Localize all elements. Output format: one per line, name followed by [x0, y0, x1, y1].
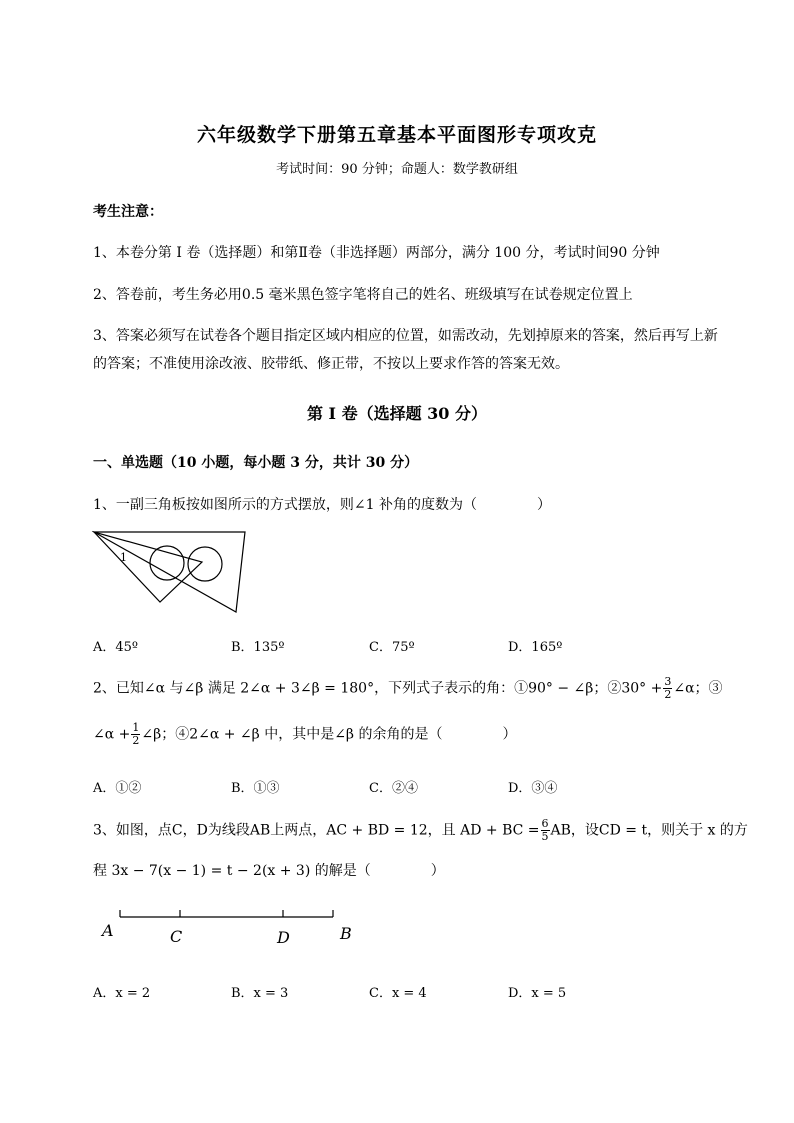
q1-option-d: D．165º — [508, 640, 563, 655]
fraction-6-5 — [541, 818, 550, 843]
point-a-label: A — [102, 921, 114, 940]
q1-option-a: A．45º — [93, 640, 139, 655]
notice-heading: 考生注意： — [93, 204, 163, 220]
triangle-ruler-1 — [94, 532, 202, 602]
fraction-numerator: 1 — [132, 721, 140, 734]
notice-item-1: 1、本卷分第 I 卷（选择题）和第Ⅱ卷（非选择题）两部分，满分 100 分，考试时间90 分钟 — [93, 245, 660, 261]
question-2-line2 — [93, 722, 516, 747]
fraction-1-2 — [131, 722, 140, 747]
question-3-text-a: 3、如图，点C，D为线段AB上两点，AC + BD = 12，且 AD + BC = — [93, 822, 540, 839]
ruler-hole-2 — [188, 547, 222, 581]
fraction-denominator: 2 — [132, 734, 140, 747]
question-3-line2 — [93, 860, 445, 880]
q3-option-d: D．x = 5 — [508, 986, 567, 1001]
q2-option-b: B．①③ — [231, 781, 280, 796]
question-2-text-b: ∠α；③ — [673, 680, 723, 697]
angle-1-label: 1 — [120, 551, 127, 564]
q1-option-b: B．135º — [231, 640, 285, 655]
point-d-label: D — [277, 928, 290, 947]
fraction-numerator: 6 — [541, 817, 549, 830]
line-segment-figure — [95, 900, 365, 950]
page-subtitle: 考试时间：90 分钟；命题人：数学教研组 — [276, 162, 518, 177]
question-2-text-d: ∠β；④2∠α + ∠β 中，其中是∠β 的余角的是（ — [141, 726, 443, 743]
question-2-text-c: ∠α + — [93, 726, 131, 743]
question-2-close: ） — [502, 726, 517, 743]
fraction-denominator: 2 — [664, 688, 672, 701]
question-2-text-a: 2、已知∠α 与∠β 满足 2∠α + 3∠β = 180°，下列式子表示的角：①90° − ∠β；②30° + — [93, 680, 663, 697]
section-title: 第 I 卷（选择题 30 分） — [306, 404, 488, 423]
fraction-denominator: 5 — [541, 830, 549, 843]
q3-option-a: A．x = 2 — [93, 986, 151, 1001]
point-c-label: C — [170, 927, 183, 946]
fraction-3-2 — [663, 676, 672, 701]
q3-option-c: C．x = 4 — [369, 986, 427, 1001]
triangle-rulers-figure — [90, 528, 250, 618]
question-3-text-c: 程 3x − 7(x − 1) = t − 2(x + 3) 的解是（ — [93, 863, 371, 879]
point-b-label: B — [340, 924, 352, 943]
question-3-close: ） — [430, 863, 445, 879]
fraction-numerator: 3 — [664, 675, 672, 688]
q2-option-d: D．③④ — [508, 781, 558, 796]
notice-item-3-line1: 3、答案必须写在试卷各个题目指定区域内相应的位置，如需改动，先划掉原来的答案，然后再写上新 — [93, 328, 718, 344]
notice-item-3-line2: 的答案；不准使用涂改液、胶带纸、修正带，不按以上要求作答的答案无效。 — [93, 356, 569, 372]
q1-option-c: C．75º — [369, 640, 415, 655]
question-1 — [93, 494, 551, 514]
question-1-close: ） — [537, 497, 551, 513]
question-3-line1 — [93, 818, 748, 843]
q3-option-b: B．x = 3 — [231, 986, 289, 1001]
notice-item-2: 2、答卷前，考生务必用0.5 毫米黑色签字笔将自己的姓名、班级填写在试卷规定位置上 — [93, 287, 633, 303]
question-1-text: 1、一副三角板按如图所示的方式摆放，则∠1 补角的度数为（ — [93, 497, 477, 513]
q2-option-a: A．①② — [93, 781, 142, 796]
ruler-hole-1 — [150, 546, 184, 580]
part-heading: 一、单选题（10 小题，每小题 3 分，共计 30 分） — [93, 455, 419, 471]
question-2-line1 — [93, 676, 723, 701]
page-title: 六年级数学下册第五章基本平面图形专项攻克 — [196, 124, 597, 146]
q2-option-c: C．②④ — [369, 781, 418, 796]
question-3-text-b: AB，设CD = t，则关于 x 的方 — [550, 822, 748, 839]
triangle-ruler-2 — [94, 532, 245, 612]
